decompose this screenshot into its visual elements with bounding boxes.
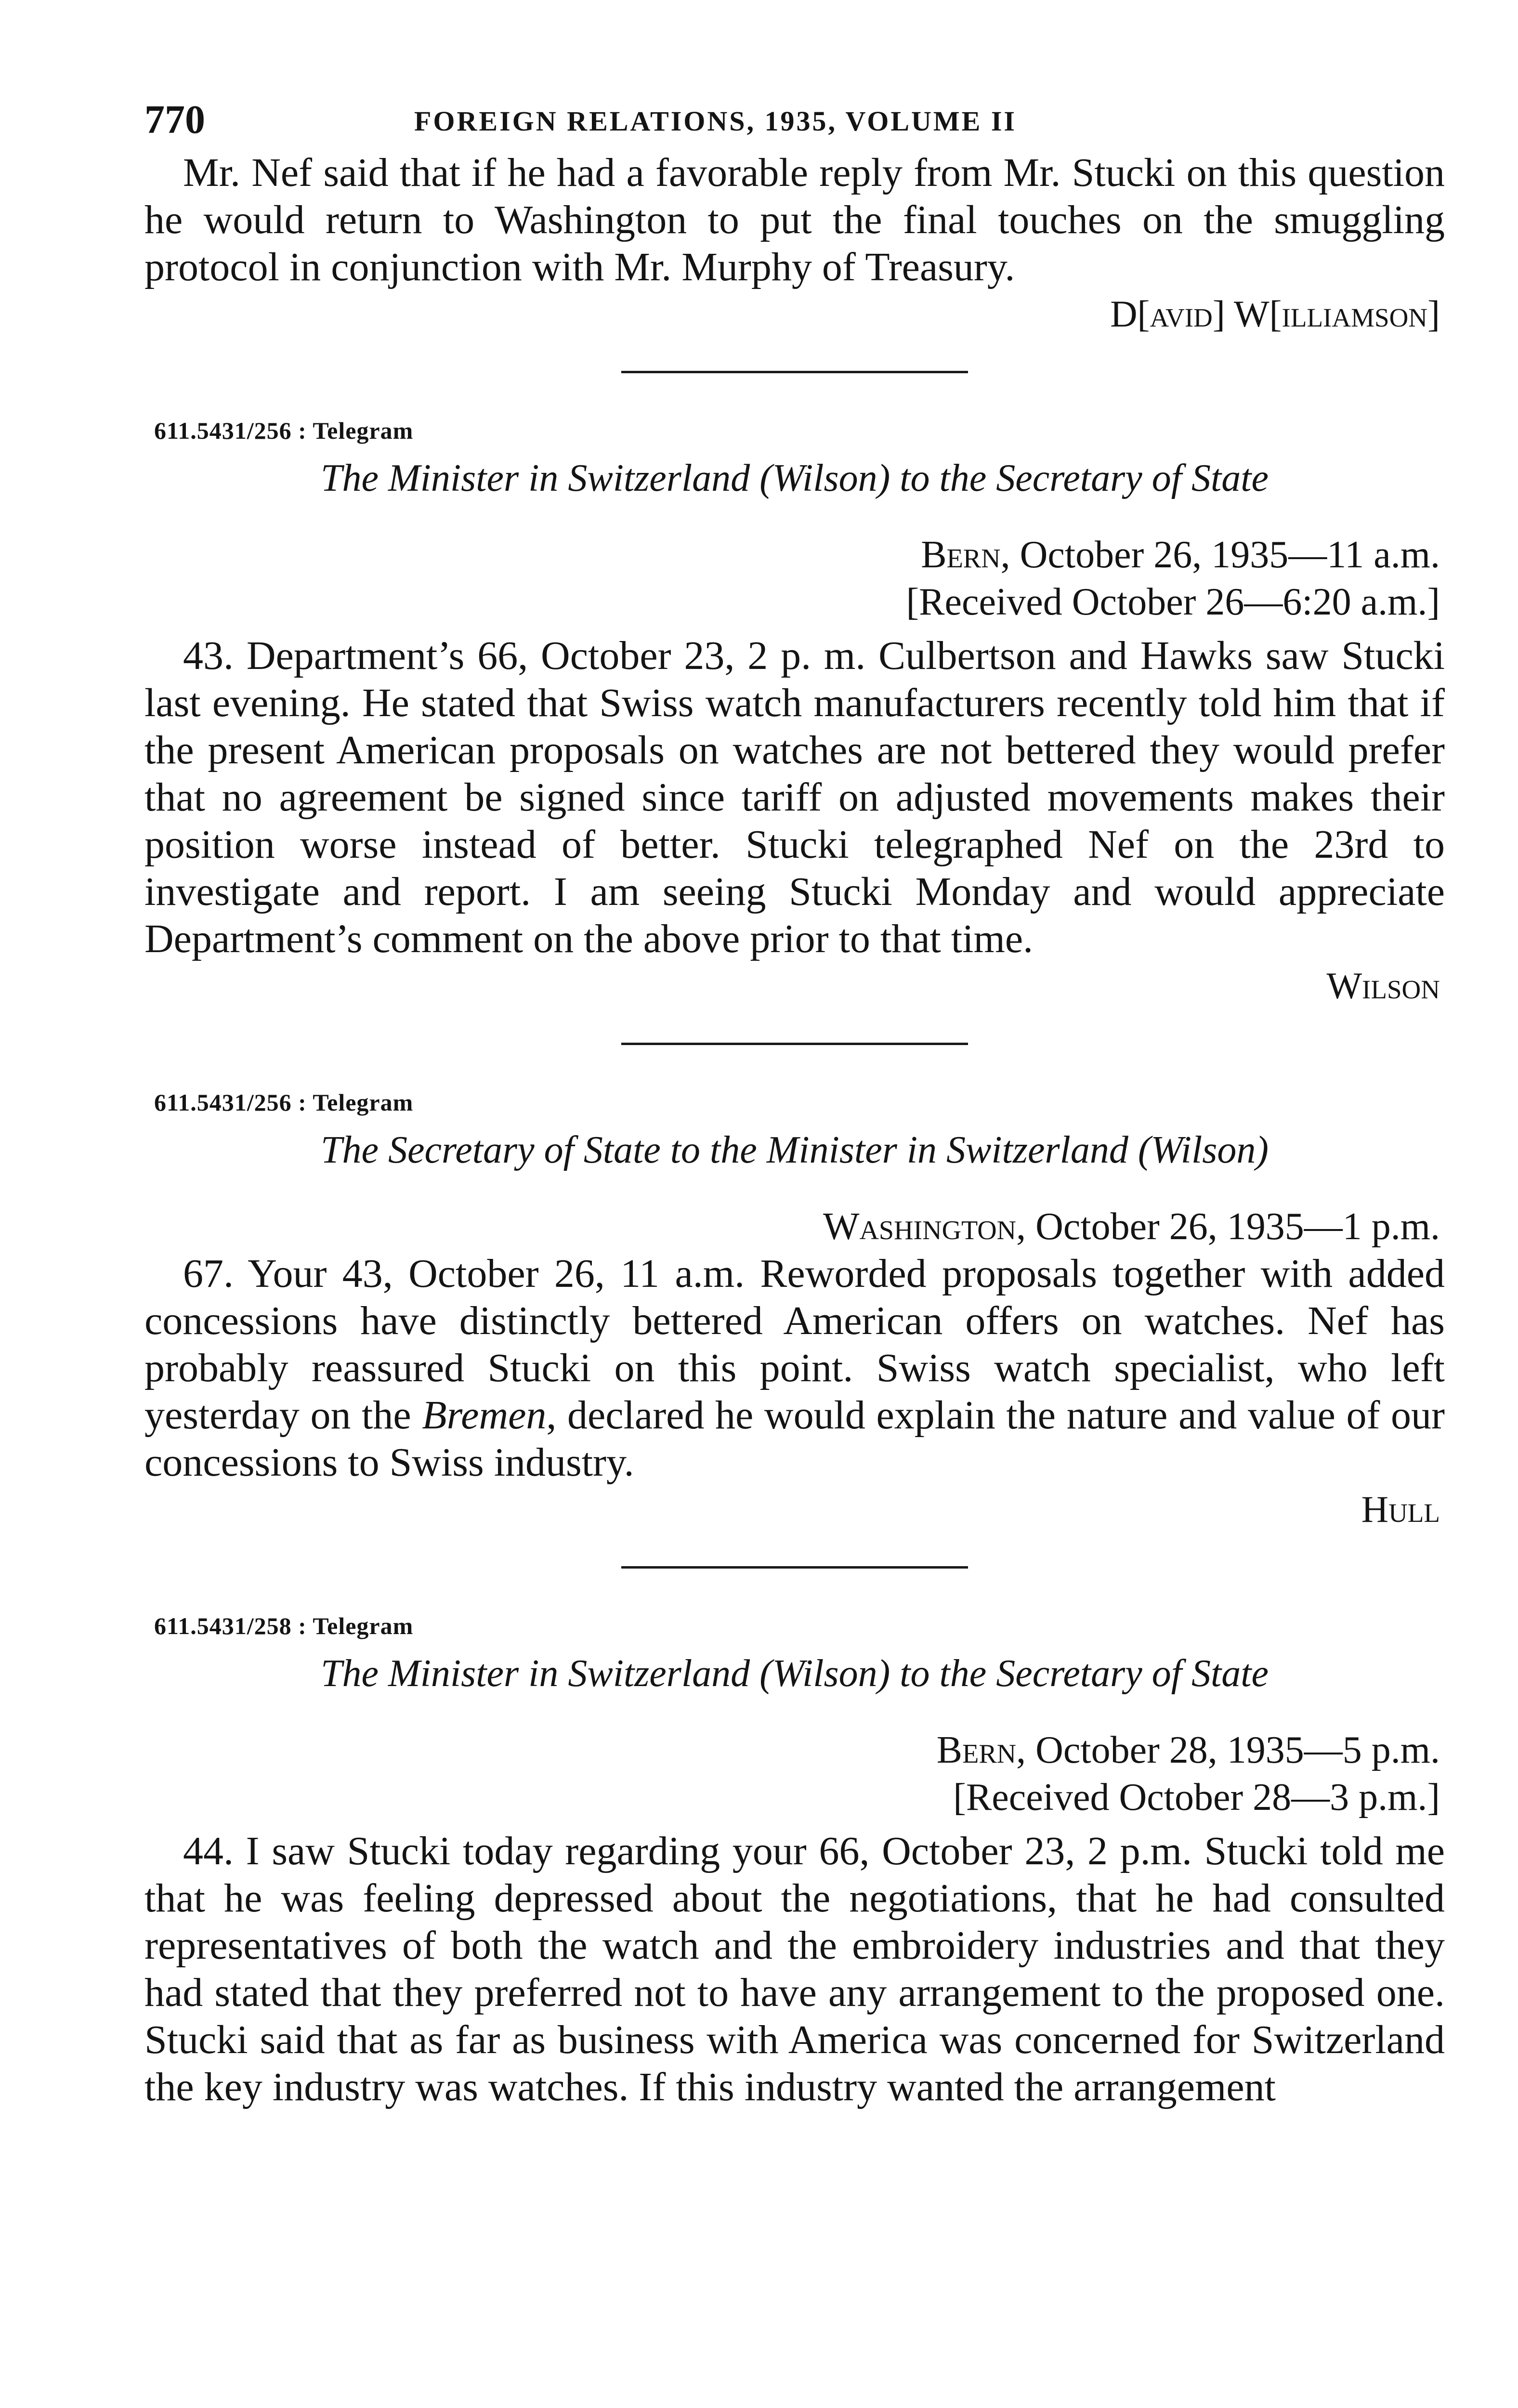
- received-line: [Received October 28—3 p.m.]: [953, 1776, 1440, 1819]
- telegram-body: 44. I saw Stucki today regarding your 66, October 23, 2 p.m. Stucki told me that he was feeling depressed about the negotiations, that he had consulted representatives of both the watch and the embroidery industries and that they had stated that they preferred not to have any arrangement to the proposed one. Stucki said that as far as business with America was concerned for Switzerland the key industry was watches. If this industry wanted the arrangement: [144, 1829, 1445, 2109]
- document-title: The Minister in Switzerland (Wilson) to the Secretary of State: [321, 457, 1269, 499]
- running-title: FOREIGN RELATIONS, 1935, VOLUME II: [414, 105, 1017, 137]
- dateline-date: , October 26, 1935—11 a.m.: [1000, 534, 1440, 576]
- dateline-date: , October 28, 1935—5 p.m.: [1016, 1729, 1440, 1771]
- file-reference: 611.5431/256 : Telegram: [154, 1089, 414, 1116]
- telegram-67: [144, 1088, 1445, 1532]
- dateline-place: Bern: [936, 1729, 1017, 1771]
- telegram-43: [144, 417, 1445, 1009]
- document-page: [144, 96, 1445, 2111]
- section-divider: [621, 1043, 968, 1045]
- dateline: [144, 531, 1445, 578]
- signature: Hull: [1361, 1488, 1440, 1530]
- dateline: [144, 1727, 1445, 1774]
- dateline-place: Washington: [823, 1205, 1017, 1248]
- file-reference: 611.5431/258 : Telegram: [154, 1612, 414, 1639]
- intro-paragraph: Mr. Nef said that if he had a favorable reply from Mr. Stucki on this question he would return to Washington to put the final touches on the smuggling protocol in conjunction with Mr. Murphy of Treasury.: [144, 150, 1445, 289]
- telegram-body: 67. Your 43, October 26, 11 a.m. Reworded proposals together with added concessions have distinctly bettered American offers on watches. Nef has probably reassured Stucki on this point. Swiss watch specialist, who left yesterday on the Bremen, declared he would explain the nature and value of our concessions to Swiss industry.: [144, 1251, 1445, 1485]
- telegram-44: [144, 1612, 1445, 2111]
- document-title: The Minister in Switzerland (Wilson) to the Secretary of State: [321, 1652, 1269, 1695]
- received-line: [Received October 26—6:20 a.m.]: [906, 581, 1440, 623]
- telegram-body: 43. Department’s 66, October 23, 2 p. m. Culbertson and Hawks saw Stucki last evening. He stated that Swiss watch manufacturers recently told him that if the present American proposals on watches are not bettered they would prefer that no agreement be signed since tariff on adjusted movements makes their position worse instead of better. Stucki telegraphed Nef on the 23rd to investigate and report. I am seeing Stucki Monday and would appreciate Department’s comment on the above prior to that time.: [144, 633, 1445, 961]
- dateline-date: , October 26, 1935—1 p.m.: [1016, 1205, 1440, 1248]
- section-divider: [621, 371, 968, 373]
- dateline: [144, 1203, 1445, 1250]
- signature: Wilson: [1326, 965, 1440, 1007]
- ship-name: Bremen: [422, 1393, 547, 1438]
- intro-signature: D[avid] W[illiamson]: [1110, 293, 1440, 335]
- section-divider: [621, 1566, 968, 1569]
- page-header: [144, 96, 1445, 149]
- file-reference: 611.5431/256 : Telegram: [154, 417, 414, 444]
- page-number: 770: [144, 97, 205, 142]
- dateline-place: Bern: [921, 534, 1001, 576]
- intro-section: [144, 149, 1445, 337]
- document-title: The Secretary of State to the Minister in Switzerland (Wilson): [321, 1129, 1269, 1171]
